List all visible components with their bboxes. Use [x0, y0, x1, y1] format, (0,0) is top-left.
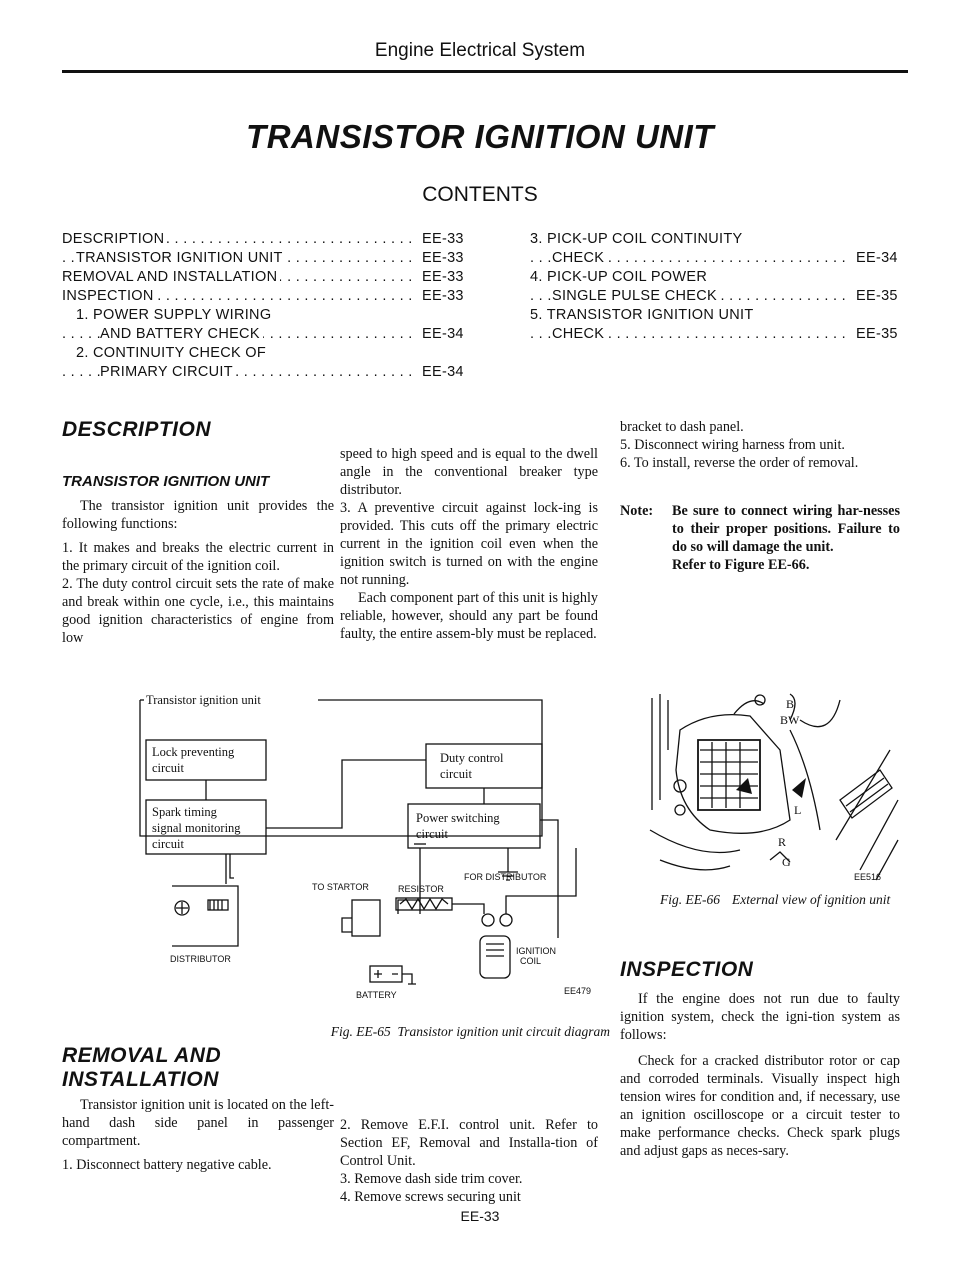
- toc-entry: . . . TRANSISTOR IGNITION UNIT EE-33: [62, 249, 474, 268]
- distributor-label: DISTRIBUTOR: [170, 954, 231, 964]
- toc-entry: . . . INSPECTION EE-33: [62, 287, 474, 306]
- wire-label-g: G: [782, 855, 791, 869]
- fig65-caption-number: Fig. EE-65: [330, 1024, 391, 1039]
- lock-box-line1: Lock preventing: [152, 745, 235, 759]
- inspection-section: [620, 958, 900, 1160]
- removal-item-1: 1. Disconnect battery negative cable.: [62, 1157, 272, 1173]
- toc-left: [62, 230, 474, 382]
- lock-box-line2: circuit: [152, 761, 184, 775]
- for-distributor-label: FOR DISTRIBUTOR: [464, 872, 547, 882]
- fig66-caption: [660, 892, 900, 908]
- removal-line: bracket to dash panel.: [620, 419, 744, 435]
- description-heading: DESCRIPTION: [62, 418, 212, 441]
- description-subheading: TRANSISTOR IGNITION UNIT: [62, 473, 270, 490]
- toc-entry: 3. PICK-UP COIL CONTINUITY: [530, 230, 908, 249]
- connector-arrows: [736, 778, 806, 798]
- removal-heading-line2: INSTALLATION: [62, 1068, 219, 1091]
- toc-entry: . . . AND BATTERY CHECK EE-34: [62, 325, 474, 344]
- battery-label: BATTERY: [356, 990, 397, 1000]
- toc-entry: . . . CHECK EE-35: [530, 325, 908, 344]
- description-column-2: [340, 445, 598, 643]
- note-block: [620, 502, 900, 574]
- page-title: TRANSISTOR IGNITION UNIT: [246, 118, 714, 155]
- spark-box-line2: signal monitoring: [152, 821, 241, 835]
- inspection-heading: INSPECTION: [620, 958, 754, 981]
- inspection-para-2: Check for a cracked distributor rotor or cap and corroded terminals. Visually inspect high tension wires for condition and, if necessary, use an ignition oscilloscope or a circuit tester to make performance checks. Check spark plugs and adjust gaps as neces-sary.: [620, 1053, 900, 1159]
- removal-column-2: [340, 1116, 598, 1206]
- wire-label-b: B: [786, 697, 795, 711]
- duty-box-line1: Duty control: [440, 751, 504, 765]
- unit-label: Transistor ignition unit: [146, 693, 261, 707]
- spark-box-line3: circuit: [152, 837, 184, 851]
- power-box-line1: Power switching: [416, 811, 500, 825]
- note-label: Note:: [620, 503, 654, 519]
- wire-label-bw: BW: [780, 713, 800, 727]
- note-text: Be sure to connect wiring har-nesses to their proper positions. Failure to do so will damage the unit.: [672, 503, 900, 555]
- resistor-label: RESISTOR: [398, 884, 444, 894]
- removal-intro: Transistor ignition unit is located on the left-hand dash side panel in passenger compartment.: [62, 1097, 334, 1149]
- ignition-coil-line1: IGNITION: [516, 946, 556, 956]
- removal-item-2: 2. Remove E.F.I. control unit. Refer to Section EF, Removal and Installa-tion of Control Unit.: [340, 1117, 598, 1169]
- toc-entry: 4. PICK-UP COIL POWER: [530, 268, 908, 287]
- spark-box-line1: Spark timing: [152, 805, 217, 819]
- removal-heading-line1: REMOVAL AND: [62, 1044, 222, 1067]
- fig65-caption-text: Transistor ignition unit circuit diagram: [397, 1024, 610, 1039]
- toc-entry: . . . PRIMARY CIRCUIT EE-34: [62, 363, 474, 382]
- removal-item-6: 6. To install, reverse the order of removal.: [620, 455, 859, 471]
- contents-heading: CONTENTS: [422, 183, 538, 206]
- fig66-code: EE516: [854, 872, 882, 882]
- header-rule: [62, 70, 908, 73]
- description-reliability: Each component part of this unit is highly reliable, however, should any part be found faulty, the entire assem-bly must be replaced.: [340, 590, 598, 642]
- fig66-caption-number: Fig. EE-66: [660, 892, 720, 907]
- fig66-caption-text: External view of ignition unit: [732, 892, 891, 907]
- running-header: Engine Electrical System: [374, 40, 586, 61]
- removal-item-5: 5. Disconnect wiring harness from unit.: [620, 437, 845, 453]
- inspection-para-1: If the engine does not run due to faulty ignition system, check the igni-tion system as follows:: [620, 991, 900, 1043]
- description-continued: speed to high speed and is equal to the dwell angle in the conventional breaker type distributor.: [340, 446, 598, 498]
- external-view-illustration: [640, 690, 900, 886]
- removal-item-3: 3. Remove dash side trim cover.: [340, 1171, 523, 1187]
- toc-entry: 5. TRANSISTOR IGNITION UNIT: [530, 306, 908, 325]
- circuit-diagram: [130, 688, 610, 1014]
- fig65-caption: [258, 1024, 610, 1040]
- ignition-coil-line2: COIL: [520, 956, 542, 966]
- description-intro: The transistor ignition unit provides the following functions:: [62, 498, 334, 532]
- toc-right: [530, 230, 908, 344]
- fig65-code: EE479: [564, 986, 592, 996]
- removal-item-4: 4. Remove screws securing unit: [340, 1189, 521, 1205]
- description-item-2: 2. The duty control circuit sets the rate of make and break within one cycle, i.e., this maintains good ignition characteristics of engine from low: [62, 576, 334, 646]
- toc-entry: . . . REMOVAL AND INSTALLATION EE-33: [62, 268, 474, 287]
- power-box-line2: circuit: [416, 827, 448, 841]
- to-starter-label: TO STARTOR: [312, 882, 369, 892]
- toc-entry: . . . CHECK EE-34: [530, 249, 908, 268]
- pedal: [840, 770, 892, 818]
- toc-entry: . . . DESCRIPTION EE-33: [62, 230, 474, 249]
- removal-section: [62, 1044, 334, 1174]
- duty-box-line2: circuit: [440, 767, 472, 781]
- wire-label-r: R: [778, 835, 787, 849]
- toc-entry: . . . SINGLE PULSE CHECK EE-35: [530, 287, 908, 306]
- removal-continued-column: [620, 418, 900, 574]
- toc-entry: 1. POWER SUPPLY WIRING: [62, 306, 474, 325]
- wire-label-l: L: [794, 803, 802, 817]
- description-item-3: 3. A preventive circuit against lock-ing is provided. This cuts off the primary electric current in the ignition coil even when the ignition switch is turned on with the engine not running.: [340, 500, 598, 588]
- note-reference: Refer to Figure EE-66.: [672, 557, 810, 573]
- description-item-1: 1. It makes and breaks the electric current in the primary circuit of the ignition coil.: [62, 540, 334, 574]
- page-number: EE-33: [460, 1208, 500, 1224]
- toc-entry: 2. CONTINUITY CHECK OF: [62, 344, 474, 363]
- description-column: [62, 418, 334, 647]
